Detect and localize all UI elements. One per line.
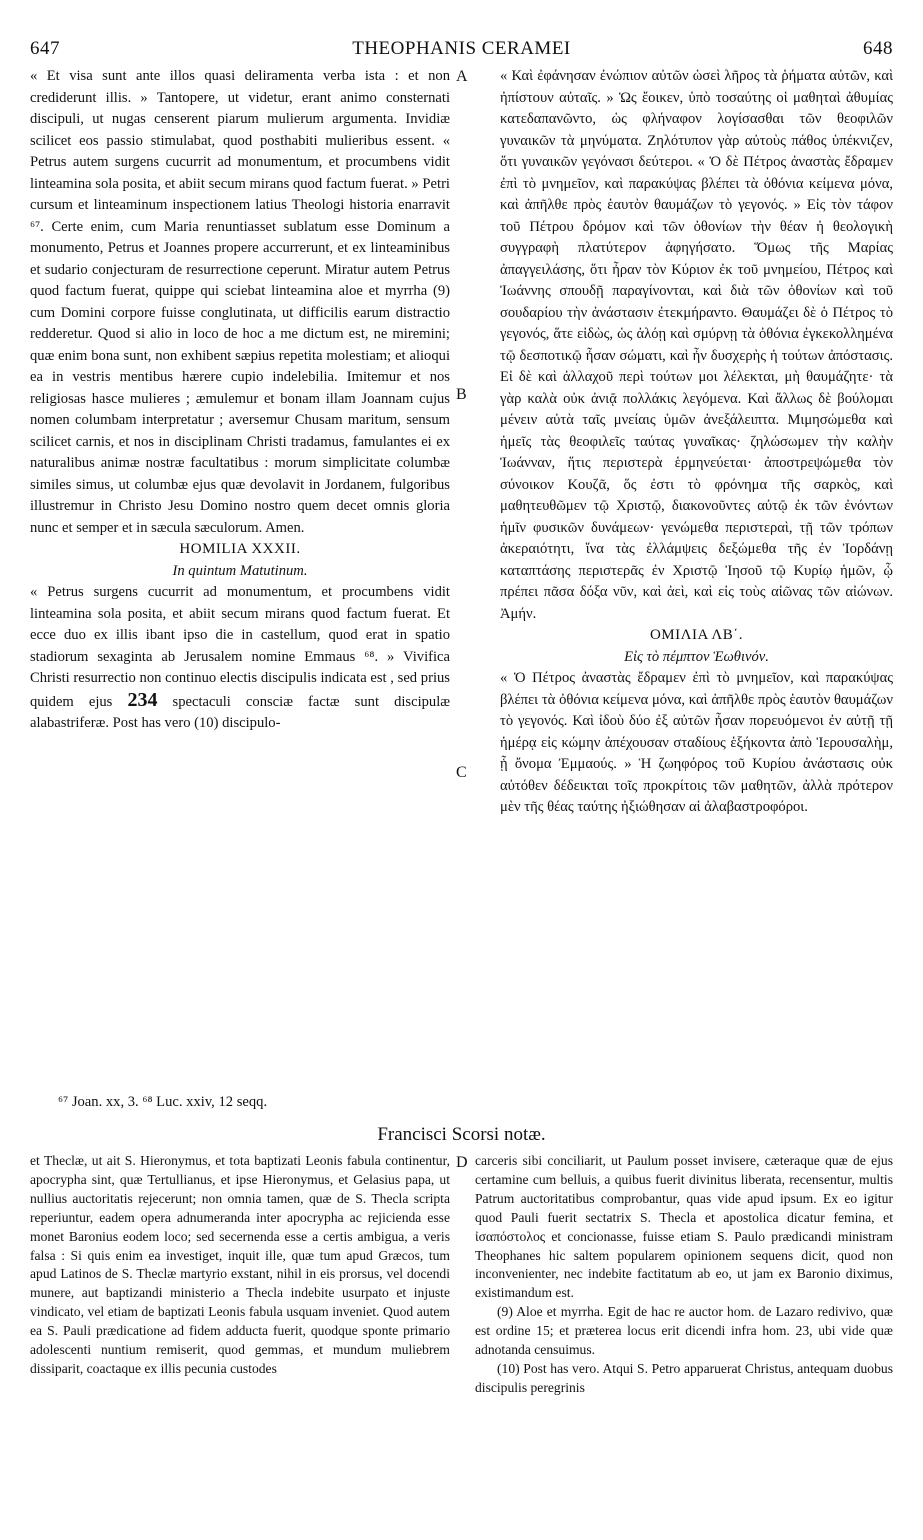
- latin-text: « Petrus surgens cucurrit ad monumentum, et procumbens vidit linteamina sola posita, et abiit secum mirans quod factum fuerat. Et ecce duo ex illis ibant ipso die in castellum, quod erat in spatio stadiorum sexaginta ab Jerusalem nomine Emmaus ⁶⁸. » Vivifica Christi resurrectio non continuo electis discipulis indicata est , sed prius quidem ejus: [30, 584, 450, 710]
- latin-text: spectaculi consciæ factæ sunt discipulæ alabastriferæ. Post has vero (10) discipulo-: [30, 693, 451, 731]
- margin-mark-b: B: [456, 386, 467, 403]
- latin-paragraph: « Et visa sunt ante illos quasi deliramenta verba ista : et non crediderunt illis. » Tantopere, ut videtur, erant animo consternati discipuli, ut nugas censerent piarum mulierum argumenta. Invidiæ scilicet eos passio stimulabat, quod posthabiti mulieribus essent. « Petrus autem surgens cucurrit ad monumentum, et procumbens vidit linteamina sola posita, et abiit secum mirans quod factum fuerat. » Petri cursum et linteaminum inspectionem latius Theologi historia enarravit ⁶⁷. Certe enim, cum Maria renuntiasset sublatum esse Dominum a monumento, Petrus et Joannes propere accurrerunt, et ex linteaminibus et sudario conjecturam de resurrectione ceperunt. Miratur autem Petrus quod factum fuerat, quippe qui sciebat linteamina aloe et myrrha (9) cum Domini corpore fuisse conglutinata, ut difficilis earum distractio redderetur. Quod si alio in loco de hoc a me dictum est, ne miremini; quæ enim bona sunt, non exhibent sæpius repetita molestiam; et alioqui ea in vestris mentibus hærere cupio indelebilia. Imitemur et nos religiosas hasce mulieres ; æmulemur et bonam illam Joannam cujus nomen columbam interpretatur ; aversemur Chusam maritum, sensum scilicet carnis, et nos in disciplinam Christi tradamus, famulantes ei ex naturalibus animæ nostræ facultatibus : morum simplicitate columbæ similes simus, ut columbæ ejus quæ devolavit in Jordanem, fulgoribus illustremur in Christo Jesu Domino nostro quem decet omnis gloria nunc et semper et in sæcula sæculorum. Amen.: [30, 68, 450, 536]
- page-number-left: 647: [30, 38, 60, 59]
- greek-paragraph-2: « Ὁ Πέτρος ἀναστὰς ἔδραμεν ἐπὶ τὸ μνημεῖον, καὶ παρακύψας βλέπει τὰ ὀθόνια κείμενα μόνα, καὶ ἀπῆλθε πρὸς ἑαυτὸν θαυμάζων τὸ γεγονός. Καὶ ἰδοὺ δύο ἐξ αὐτῶν ἦσαν πορευόμενοι ἐν αὐτῇ τῇ ἡμέρᾳ εἰς κώμην ἀπέχουσαν σταδίους ἑξήκοντα ἀπὸ Ἱερουσαλὴμ, ᾗ ὄνομα Ἐμμαούς. » Ἡ ζωηφόρος τοῦ Κυρίου ἀνάστασις οὐκ αὐτόθεν δέδεικται τοῖς προκρίτοις τῶν μαθητῶν, ἀλλὰ πρότερον μὲν τῆς θέας ταύτης ἠξιώθησαν αἱ ἀλαβαστροφόροι.: [500, 670, 893, 815]
- margin-mark-a: A: [456, 68, 468, 85]
- column-number: 234: [127, 688, 158, 711]
- margin-mark-c: C: [456, 764, 467, 781]
- latin-paragraph-2: [30, 582, 450, 735]
- notes-right-column: [475, 1152, 893, 1398]
- running-header: [0, 38, 923, 62]
- greek-homily-title: ΟΜΙΛΙΑ ΛΒ΄.: [649, 627, 744, 643]
- footnotes: ⁶⁷ Joan. xx, 3. ⁶⁸ Luc. xxiv, 12 seqq.: [58, 1094, 268, 1110]
- running-title: THEOPHANIS CERAMEI: [352, 38, 571, 59]
- latin-homily-subtitle: In quintum Matutinum.: [172, 562, 308, 579]
- note-10: (10) Post has vero. Atqui S. Petro apparuerat Christus, antequam duobus discipulis peregrinis: [475, 1360, 893, 1395]
- latin-column: [30, 66, 450, 735]
- page-number-right: 648: [863, 38, 893, 59]
- latin-homily-title: HOMILIA XXXII.: [179, 541, 301, 557]
- greek-homily-subtitle: Εἰς τὸ πέμπτον Ἑωθινόν.: [624, 648, 769, 665]
- greek-paragraph: « Καὶ ἐφάνησαν ἐνώπιον αὐτῶν ὡσεὶ λῆρος τὰ ῥήματα αὐτῶν, καὶ ἠπίστουν αὐταῖς. » Ὡς ἔοικεν, ὑπὸ τοσαύτης οἱ μαθηταὶ ἀθυμίας κατεδαπανῶντο, ὡς φλήναφον λογίσασθαι τῶν θεοφιλῶν γυναικῶν τὰ μηνύματα. Ζηλότυπον γὰρ αὐτοὺς πάθος ὑπέκνιζεν, ὅτι γυναικῶν γεγόνασι δεύτεροι. « Ὁ δὲ Πέτρος ἀναστὰς ἔδραμεν ἐπὶ τὸ μνημεῖον, καὶ παρακύψας βλέπει τὰ ὀθόνια κείμενα μόνα, καὶ ἀπῆλθε πρὸς ἑαυτὸν θαυμάζων τὸ γεγονός. » Εἰς τὸν τάφον τοῦ Πέτρου δρόμον καὶ τῶν ὀθονίων τὴν θέαν ἡ θεολογικὴ συγγραφὴ πλατύτερον ἀφηγήσατο. Ὅμως τῆς Μαρίας ἀπαγγειλάσης, ὅτι ἦραν τὸν Κύριον ἐκ τοῦ μνημείου, Πέτρος καὶ Ἰωάννης σπουδῇ παραγίνονται, καὶ διὰ τῶν ὀθονίων καὶ τοῦ σουδαρίου τὴν ἀνάστασιν ἐτεκμήραντο. Θαυμάζει δὲ ὁ Πέτρος τὸ γεγονός, ἅτε εἰδὼς, ὡς ἀλόῃ καὶ σμύρνῃ τὰ ὀθόνια ἐγκεκολλημένα τῷ δεσποτικῷ ἦσαν σώματι, καὶ ἦν δυσχερὴς ἡ τούτων ἀπόστασις. Εἰ δὲ καὶ ἀλλαχοῦ περὶ τούτων μοι λέλεκται, μὴ θαυμάζητε· τὰ γὰρ καλὰ οὐκ ἀνιᾷ πολλάκις λεγόμενα. Καὶ ἄλλως δὲ βούλομαι μένειν αὐτὰ ταῖς μνείαις ὑμῶν ἀνεξάλειπτα. Μιμησώμεθα καὶ ἡμεῖς τὰς θεοφιλεῖς ταύτας γυναῖκας· ζηλώσωμεν τὴν καλὴν Ἰωάνναν, ἥτις περιστερὰ ἑρμηνεύεται· ἀποστρεψώμεθα τὸν σύνοικον Κουζᾶ, ὅς ἐστι τὸ φρόνημα τῆς σαρκὸς, καὶ μαθητευθῶμεν τῷ Χριστῷ, διακονοῦντες αὐτῷ ἐκ τῶν ἐνόντων ἡμῖν φυσικῶν δυνάμεων· γενώμεθα περιστεραὶ, τῇ τῶν τρόπων ἀκεραιότητι, ἵνα τὰς ἐλλάμψεις δεξώμεθα τῆς ἐν Ἰορδάνῃ καταπτάσης περιστερᾶς ἐν Χριστῷ Ἰησοῦ τῷ Κυρίῳ ἡμῶν, ᾧ πρέπει πᾶσα δόξα νῦν, καὶ ἀεὶ, καὶ εἰς τοὺς αἰῶνας τῶν αἰώνων. Ἀμήν.: [500, 68, 893, 622]
- notes-title: Francisci Scorsi notæ.: [377, 1124, 546, 1145]
- note-text: carceris sibi conciliarit, ut Paulum posset invisere, cæteraque quæ de ejus certamine cum belluis, a quibus fuerit divinitus liberata, recensentur, multis Patrum auctoritatibus comprobantur, quas vide apud ipsum. Ex eo igitur quod Pauli fuerit sectatrix S. Thecla et apostolica dicatur femina, et ἰσαπόστολος et concionasse, fuisse etiam S. Paulo prædicandi ministram Theophanes hic saltem popularem opinionem sequens dicit, quod non inconvenienter, nec indebite factitatum ab eo, ut jam ex Baronio diximus, existimandum est.: [475, 1153, 893, 1301]
- note-text: et Theclæ, ut ait S. Hieronymus, et tota baptizati Leonis fabula continentur, apocrypha sint, quæ Tertullianus, et ipse Hieronymus, et Gelasius papa, ut nullius auctoritatis rejecerunt; non omnia tamen, quæ de S. Thecla scripta reperiuntur, eadem opera adnumeranda inter apocrypha ac rejicienda esse monet Baronius eodem loco; sed secernenda esse a certis ambigua, a veris falsa : Si quis enim ea investiget, inquit ille, quæ tum apud Græcos, tum apud Latinos de S. Theclæ martyrio exstant, nihil in eis prorsus, vel docendi munere, aut baptizandi ministerio a Thecla indebite usurpato et injuste vindicato, vel etiam de baptizati Leonis fabula usquam inveniet. Quod autem ea S. Pauli prædicatione ad fidem adducta fuerit, quodque sponte primario adolescenti nuntium remiserit, quod gemmas, et mundum muliebrem dissiparit, coactaque ex illis pecunia custodes: [30, 1153, 450, 1376]
- greek-column: [500, 66, 893, 819]
- notes-left-column: [30, 1152, 450, 1379]
- note-9: (9) Aloe et myrrha. Egit de hac re auctor hom. de Lazaro redivivo, quæ est ordine 15; et præterea locus erit dicendi infra hom. 23, ubi vide quæ adnotanda censuimus.: [475, 1304, 893, 1358]
- margin-mark-d: D: [456, 1154, 468, 1171]
